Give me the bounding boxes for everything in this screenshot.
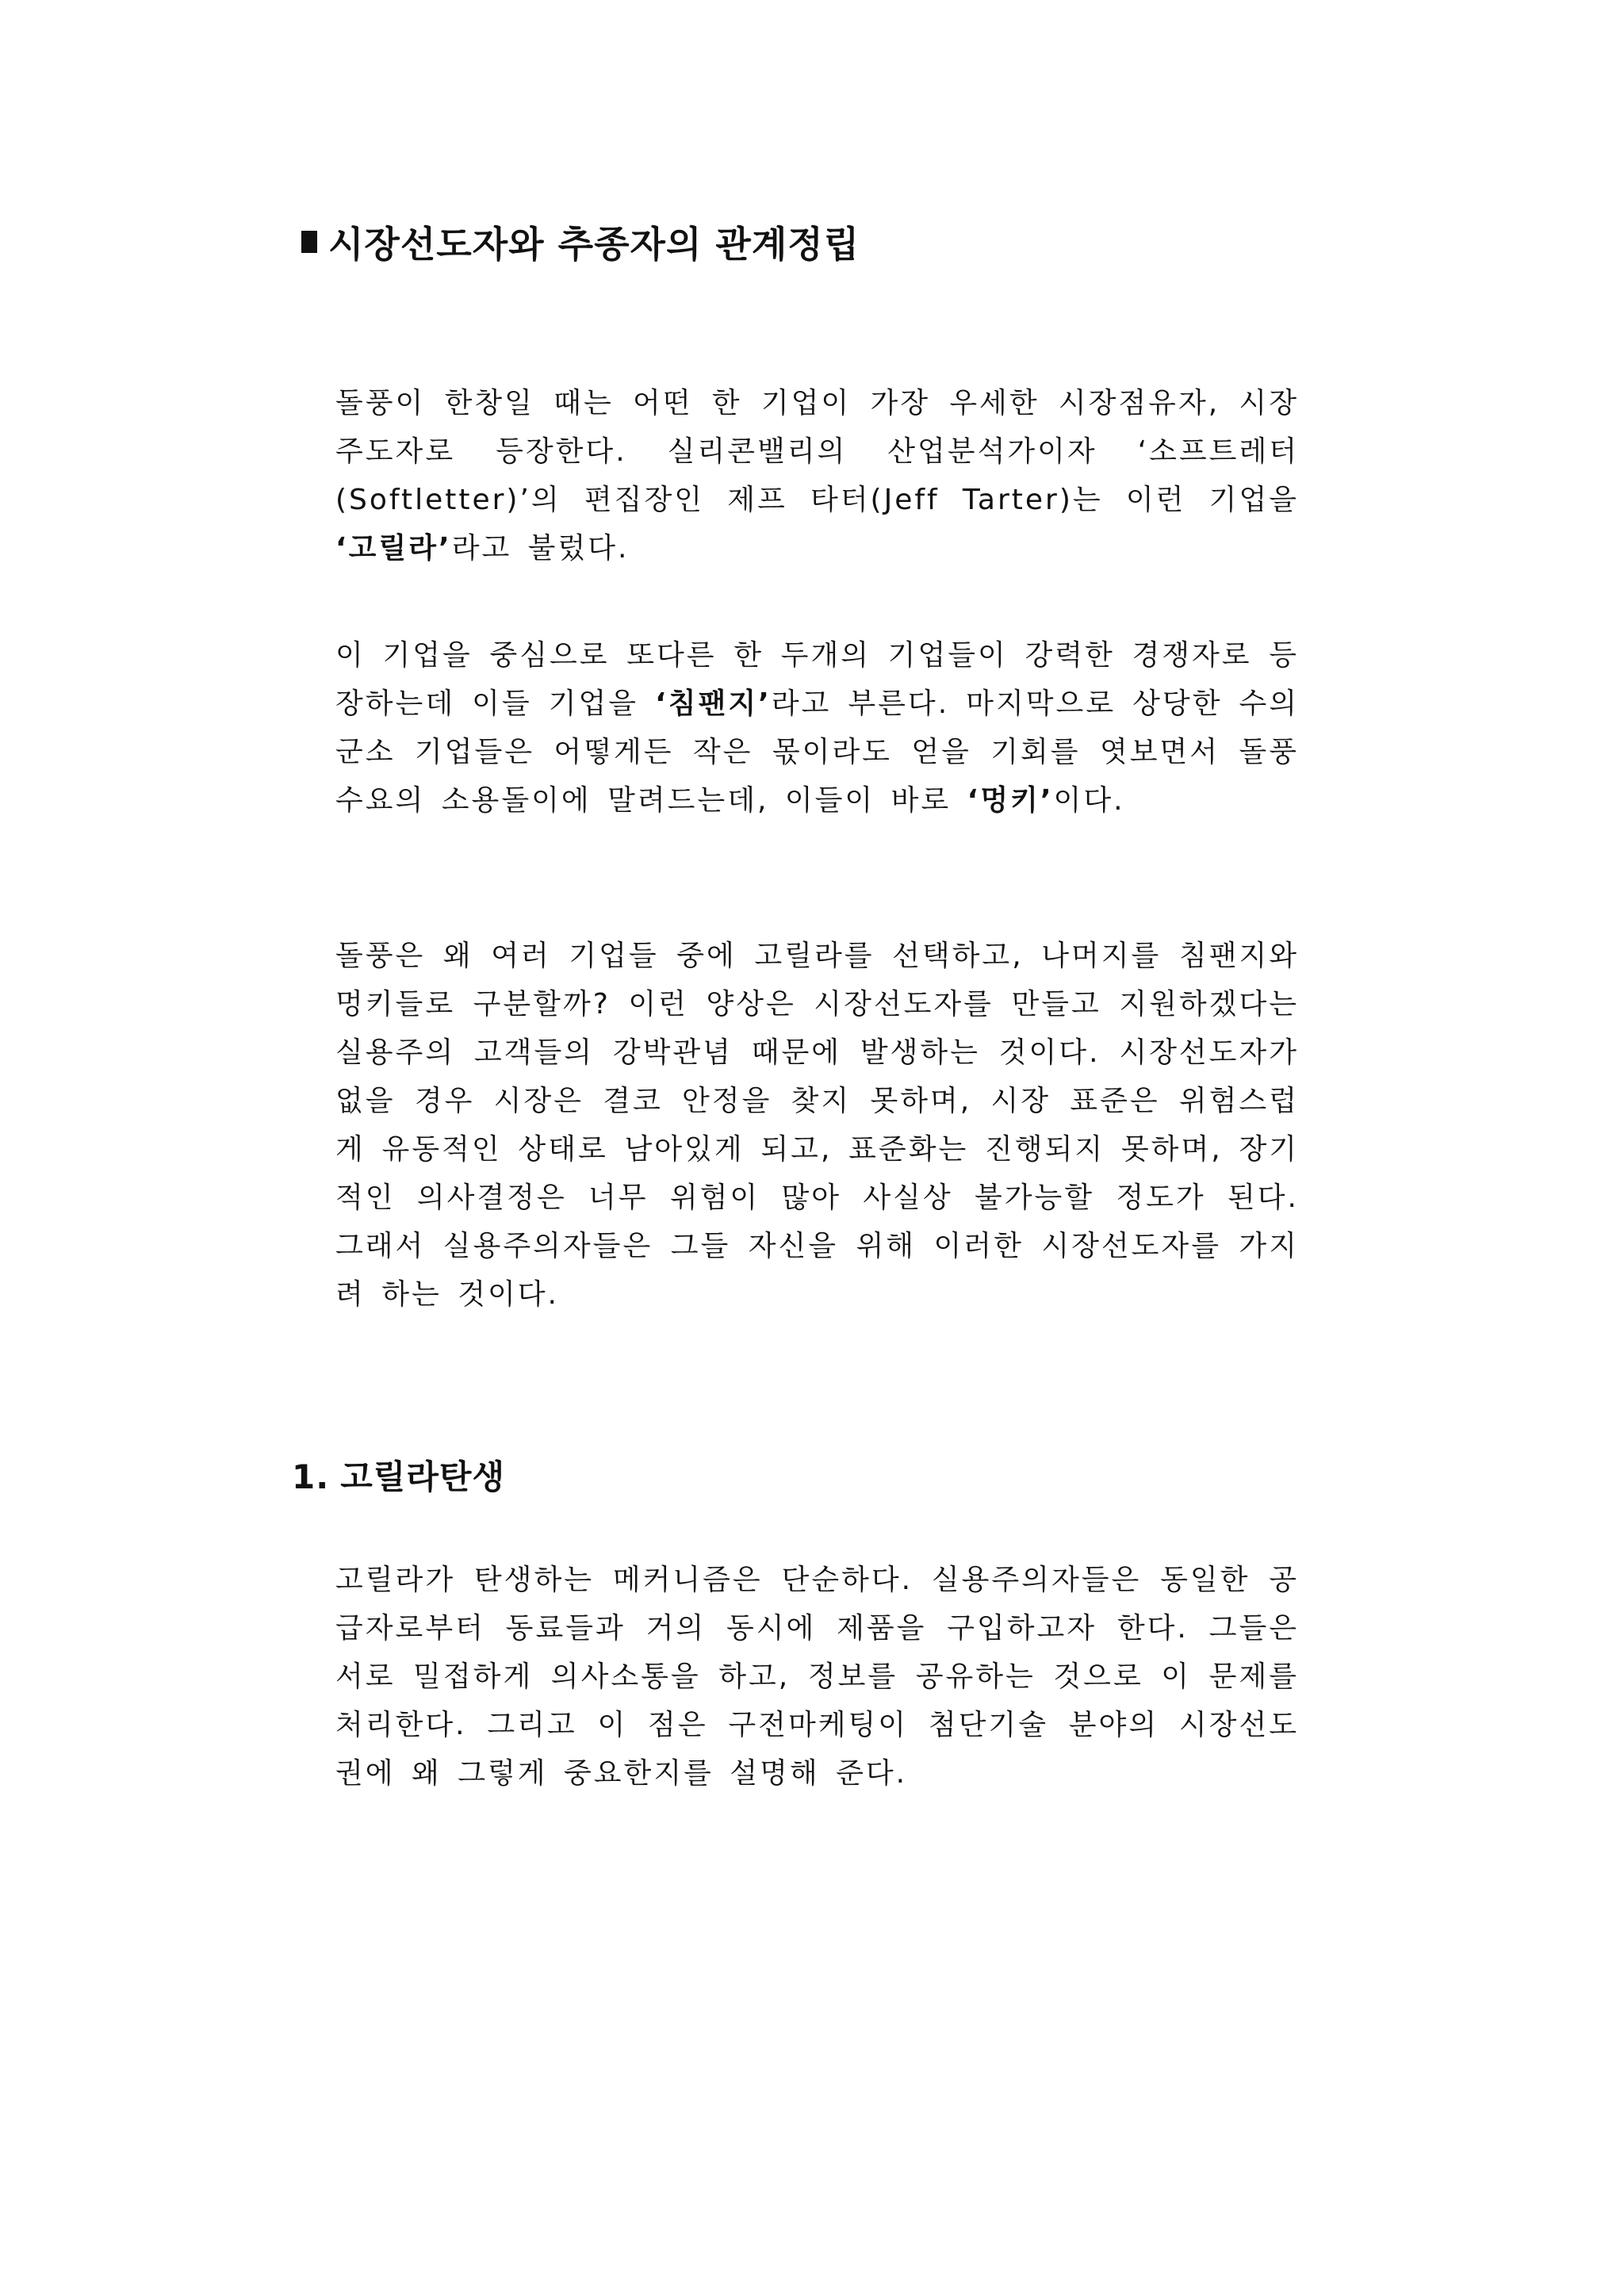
paragraph-gorilla-intro xyxy=(335,379,1299,573)
paragraph-chimp-monkey xyxy=(335,631,1299,825)
section-heading-text: 고릴라탄생 xyxy=(340,1457,506,1496)
paragraph-text: 라고 불렀다. xyxy=(451,532,630,565)
paragraph-text: 이다. xyxy=(1053,784,1125,817)
paragraph-text: 이 기업을 중심으로 또다른 한 두개의 기업들이 강력한 경쟁자로 등장하는데 이들 기업을 xyxy=(335,639,1299,720)
paragraph-text: 라고 부른다. 마지막으로 상당한 수의 군소 기업들은 어떻게든 작은 몫이라도 얻을 기회를 엿보면서 돌풍 수요의 소용돌이에 말려드는데, 이들이 바로 xyxy=(335,687,1299,817)
section-heading xyxy=(292,1451,505,1499)
square-bullet-icon xyxy=(301,231,317,253)
paragraph-text: 돌풍이 한창일 때는 어떤 한 기업이 가장 우세한 시장점유자, 시장주도자로 등장한다. 실리콘밸리의 산업분석가이자 ‘소프트레터(Softletter)’의 편집장인 제프 타터(Jeff Tarter)는 이런 기업을 xyxy=(335,387,1299,516)
document-title xyxy=(301,216,860,268)
emphasis-monkey: ‘멍키’ xyxy=(967,784,1054,817)
section-number: 1. xyxy=(292,1457,330,1496)
paragraph-gorilla-birth: 고릴라가 탄생하는 메커니즘은 단순하다. 실용주의자들은 동일한 공급자로부터 동료들과 거의 동시에 제품을 구입하고자 한다. 그들은 서로 밀접하게 의사소통을 하고, 정보를 공유하는 것으로 이 문제를 처리한다. 그리고 이 점은 구전마케팅이 첨단기술 분야의 시장선도권에 왜 그렇게 중요한지를 설명해 준다. xyxy=(335,1564,1299,1790)
emphasis-gorilla: ‘고릴라’ xyxy=(335,532,452,565)
paragraph-why-leader: 돌풍은 왜 여러 기업들 중에 고릴라를 선택하고, 나머지를 침팬지와 멍키들로 구분할까? 이런 양상은 시장선도자를 만들고 지원하겠다는 실용주의 고객들의 강박관념 때문에 발생하는 것이다. 시장선도자가 없을 경우 시장은 결코 안정을 찾지 못하며, 시장 표준은 위험스럽게 유동적인 상태로 남아있게 되고, 표준화는 진행되지 못하며, 장기적인 의사결정은 너무 위험이 많아 사실상 불가능할 정도가 된다. 그래서 실용주의자들은 그들 자신을 위해 이러한 시장선도자를 가지려 하는 것이다. xyxy=(335,940,1299,1311)
document-title-text: 시장선도자와 추종자의 관계정립 xyxy=(328,223,860,266)
emphasis-chimpanzee: ‘침팬지’ xyxy=(655,687,772,720)
